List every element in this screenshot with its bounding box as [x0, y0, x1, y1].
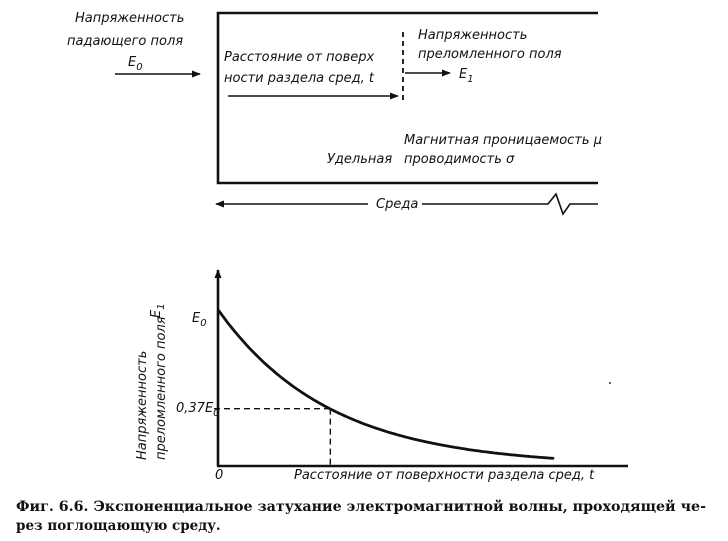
tick-label-e0: $E_0$ — [192, 311, 207, 329]
y-axis-symbol: $E_1$ — [149, 303, 167, 318]
refracted-label-line1: Напряженность — [418, 28, 528, 43]
conductivity-label-b: проводимость σ — [404, 152, 515, 167]
x-axis-title: Расстояние от поверхности раздела сред, t — [294, 468, 595, 483]
incident-label-line1: Напряженность — [75, 11, 185, 26]
permeability-label: Магнитная проницаемость μ — [404, 133, 602, 148]
caption-line1: Фиг. 6.6. Экспоненциальное затухание электромагнитной волны, проходящей че- — [16, 499, 706, 515]
origin-label: 0 — [215, 468, 224, 483]
distance-label-line1: Расстояние от поверх — [224, 50, 375, 65]
medium-diagram — [67, 11, 602, 214]
refracted-label-line2: преломленного поля — [418, 47, 562, 62]
y-axis-title — [135, 316, 169, 460]
medium-label: Среда — [376, 197, 419, 212]
decay-chart — [135, 270, 628, 483]
decay-curve — [219, 311, 553, 458]
incident-label-line2: падающего поля — [67, 34, 184, 49]
caption-line2: рез поглощающую среду. — [16, 518, 221, 534]
conductivity-label-a: Удельная — [327, 152, 393, 167]
y-axis-title-line1: Напряженность — [135, 350, 150, 460]
distance-label-line2: ности раздела сред, t — [224, 71, 375, 86]
tick-label-037e0: $0,37E_0$ — [176, 401, 220, 419]
stray-mark — [609, 382, 611, 384]
y-axis-title-line2: преломленного поля — [154, 316, 169, 460]
incident-symbol: $E_0$ — [128, 55, 143, 73]
refracted-symbol: $E_1$ — [459, 67, 474, 85]
medium-arrow-break — [422, 194, 598, 214]
